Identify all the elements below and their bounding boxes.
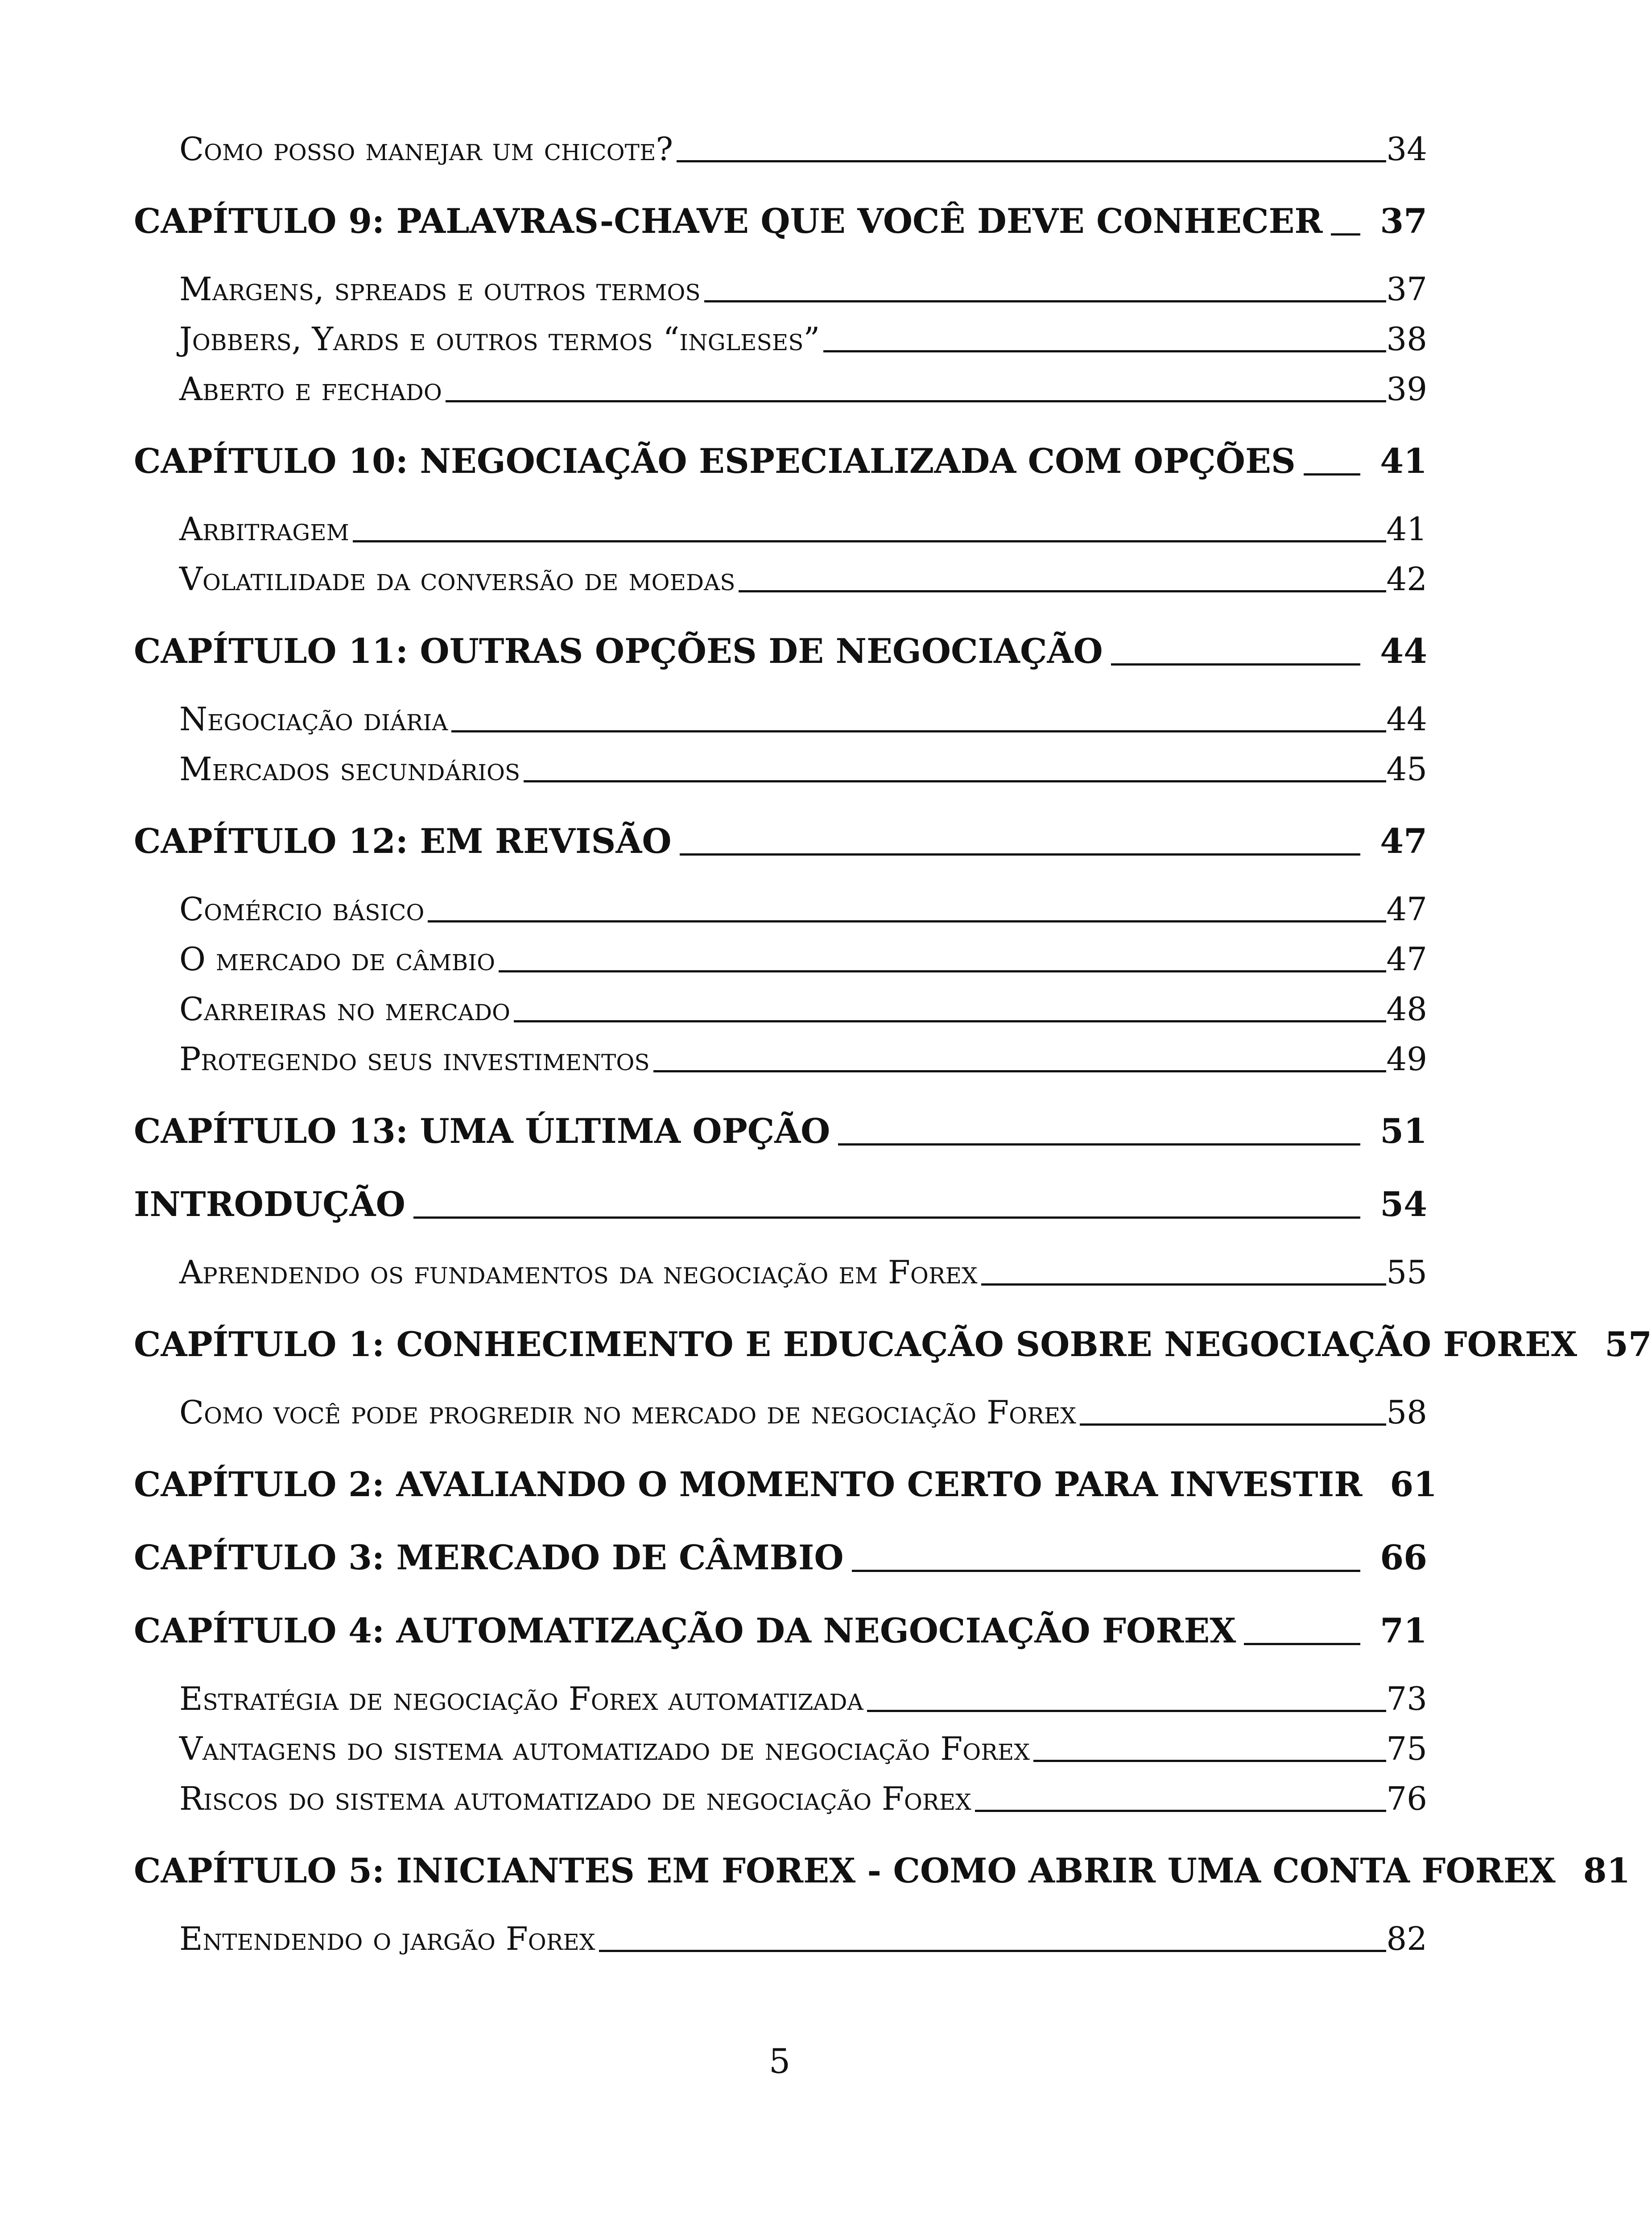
toc-chapter-entry[interactable]: [134, 1184, 1427, 1225]
toc-entry-page: 54: [1380, 1184, 1427, 1224]
toc-entry-page: 76: [1386, 1780, 1427, 1817]
toc-leader-line: [823, 350, 1386, 352]
toc-leader-line: [413, 1216, 1360, 1219]
toc-section-entry[interactable]: [134, 1729, 1427, 1768]
toc-entry-page: 47: [1380, 821, 1427, 861]
toc-entry-title: Estratégia de negociação Forex automatizada: [179, 1680, 863, 1717]
toc-section-entry[interactable]: [134, 1679, 1427, 1718]
toc-leader-line: [1304, 473, 1360, 476]
toc-entry-page: 34: [1386, 130, 1427, 168]
toc-entry-page: 82: [1386, 1920, 1427, 1957]
toc-entry-title: CAPÍTULO 3: MERCADO DE CÂMBIO: [134, 1538, 844, 1577]
toc-section-entry[interactable]: [134, 939, 1427, 979]
toc-entry-title: CAPÍTULO 2: AVALIANDO O MOMENTO CERTO PARA INVESTIR: [134, 1464, 1363, 1504]
toc-chapter-entry[interactable]: [134, 1850, 1631, 1891]
toc-section-entry[interactable]: [134, 1039, 1427, 1079]
toc-entry-page: 81: [1583, 1851, 1631, 1890]
toc-entry-title: Margens, spreads e outros termos: [179, 270, 701, 308]
toc-leader-line: [428, 920, 1386, 922]
toc-leader-line: [867, 1710, 1387, 1712]
toc-entry-page: 47: [1386, 890, 1427, 928]
toc-section-entry[interactable]: [134, 1919, 1427, 1958]
toc-entry-title: CAPÍTULO 4: AUTOMATIZAÇÃO DA NEGOCIAÇÃO FOREX: [134, 1611, 1236, 1650]
toc-leader-line: [1033, 1760, 1386, 1762]
toc-leader-line: [446, 400, 1387, 402]
toc-entry-page: 66: [1380, 1538, 1427, 1577]
toc-leader-line: [451, 730, 1386, 732]
toc-entry-page: 75: [1386, 1730, 1427, 1767]
toc-entry-page: 58: [1386, 1394, 1427, 1431]
toc-entry-page: 44: [1380, 631, 1427, 671]
toc-section-entry[interactable]: [134, 509, 1427, 549]
toc-chapter-entry[interactable]: [134, 1464, 1437, 1505]
table-of-contents: [134, 129, 1652, 1958]
toc-entry-title: CAPÍTULO 13: UMA ÚLTIMA OPÇÃO: [134, 1111, 830, 1151]
toc-section-entry[interactable]: [134, 129, 1427, 169]
toc-section-entry[interactable]: [134, 269, 1427, 309]
toc-entry-title: Arbitragem: [179, 510, 349, 548]
toc-entry-title: O mercado de câmbio: [179, 940, 496, 978]
toc-entry-page: 51: [1380, 1111, 1427, 1151]
toc-section-entry[interactable]: [134, 699, 1427, 739]
toc-entry-title: Vantagens do sistema automatizado de negociação Forex: [179, 1730, 1030, 1767]
toc-entry-title: CAPÍTULO 10: NEGOCIAÇÃO ESPECIALIZADA COM OPÇÕES: [134, 441, 1296, 481]
toc-entry-page: 45: [1386, 750, 1427, 788]
toc-leader-line: [599, 1950, 1387, 1952]
toc-entry-page: 42: [1386, 560, 1427, 598]
toc-entry-title: Aprendendo os fundamentos da negociação em Forex: [179, 1253, 978, 1291]
toc-leader-line: [499, 970, 1386, 972]
toc-section-entry[interactable]: [134, 1779, 1427, 1818]
toc-entry-title: Mercados secundários: [179, 750, 520, 788]
toc-entry-page: 37: [1386, 270, 1427, 308]
toc-leader-line: [838, 1143, 1360, 1146]
toc-entry-page: 49: [1386, 1040, 1427, 1078]
toc-entry-page: 44: [1386, 700, 1427, 738]
toc-entry-title: CAPÍTULO 1: CONHECIMENTO E EDUCAÇÃO SOBRE NEGOCIAÇÃO FOREX: [134, 1324, 1577, 1364]
toc-section-entry[interactable]: [134, 989, 1427, 1029]
toc-entry-title: CAPÍTULO 12: EM REVISÃO: [134, 821, 672, 861]
toc-leader-line: [852, 1570, 1361, 1572]
toc-leader-line: [524, 780, 1386, 782]
toc-entry-page: 38: [1386, 320, 1427, 358]
toc-leader-line: [1244, 1643, 1360, 1645]
toc-leader-line: [680, 853, 1361, 856]
toc-section-entry[interactable]: [134, 749, 1427, 789]
toc-entry-title: INTRODUÇÃO: [134, 1184, 405, 1224]
toc-section-entry[interactable]: [134, 1393, 1427, 1432]
toc-entry-page: 48: [1386, 990, 1427, 1028]
toc-chapter-entry[interactable]: [134, 821, 1427, 862]
toc-entry-page: 57: [1604, 1324, 1652, 1364]
toc-chapter-entry[interactable]: [134, 1324, 1652, 1365]
toc-section-entry[interactable]: [134, 889, 1427, 929]
toc-chapter-entry[interactable]: [134, 631, 1427, 672]
toc-entry-title: Carreiras no mercado: [179, 990, 511, 1028]
toc-entry-title: Volatilidade da conversão de moedas: [179, 560, 735, 598]
toc-entry-page: 41: [1380, 441, 1427, 481]
toc-leader-line: [975, 1810, 1387, 1812]
toc-entry-title: Como posso manejar um chicote?: [179, 130, 673, 168]
toc-leader-line: [514, 1020, 1386, 1022]
toc-entry-title: Jobbers, Yards e outros termos “ingleses”: [179, 320, 820, 358]
toc-entry-page: 73: [1386, 1680, 1427, 1717]
toc-leader-line: [677, 160, 1386, 162]
toc-entry-page: 47: [1386, 940, 1427, 978]
toc-entry-title: Aberto e fechado: [179, 370, 442, 408]
toc-section-entry[interactable]: [134, 559, 1427, 599]
toc-entry-page: 41: [1386, 510, 1427, 548]
toc-entry-page: 61: [1390, 1464, 1437, 1504]
toc-chapter-entry[interactable]: [134, 1111, 1427, 1152]
toc-leader-line: [704, 300, 1387, 302]
toc-entry-title: Protegendo seus investimentos: [179, 1040, 650, 1078]
toc-entry-title: Como você pode progredir no mercado de negociação Forex: [179, 1394, 1076, 1431]
toc-entry-page: 55: [1386, 1253, 1427, 1291]
page-number: 5: [768, 2041, 791, 2081]
toc-section-entry[interactable]: [134, 369, 1427, 409]
toc-entry-title: CAPÍTULO 11: OUTRAS OPÇÕES DE NEGOCIAÇÃO: [134, 631, 1103, 671]
toc-entry-title: Entendendo o jargão Forex: [179, 1920, 595, 1957]
toc-section-entry[interactable]: [134, 319, 1427, 359]
toc-leader-line: [353, 540, 1386, 542]
toc-leader-line: [1080, 1423, 1387, 1426]
toc-entry-title: Negociação diária: [179, 700, 448, 738]
toc-leader-line: [653, 1070, 1387, 1072]
toc-leader-line: [1331, 233, 1361, 236]
toc-chapter-entry[interactable]: [134, 441, 1427, 482]
toc-entry-title: CAPÍTULO 5: INICIANTES EM FOREX - COMO ABRIR UMA CONTA FOREX: [134, 1851, 1556, 1890]
toc-chapter-entry[interactable]: [134, 1537, 1427, 1578]
toc-section-entry[interactable]: [134, 1253, 1427, 1292]
toc-chapter-entry[interactable]: [134, 201, 1427, 242]
toc-entry-title: Comércio básico: [179, 890, 425, 928]
toc-entry-title: CAPÍTULO 9: PALAVRAS-CHAVE QUE VOCÊ DEVE CONHECER: [134, 201, 1323, 241]
toc-entry-page: 39: [1386, 370, 1427, 408]
toc-entry-page: 71: [1380, 1611, 1427, 1650]
toc-leader-line: [981, 1283, 1387, 1286]
toc-leader-line: [739, 590, 1386, 592]
toc-entry-title: Riscos do sistema automatizado de negociação Forex: [179, 1780, 971, 1817]
toc-entry-page: 37: [1380, 201, 1427, 241]
toc-leader-line: [1111, 663, 1361, 666]
toc-chapter-entry[interactable]: [134, 1610, 1427, 1651]
